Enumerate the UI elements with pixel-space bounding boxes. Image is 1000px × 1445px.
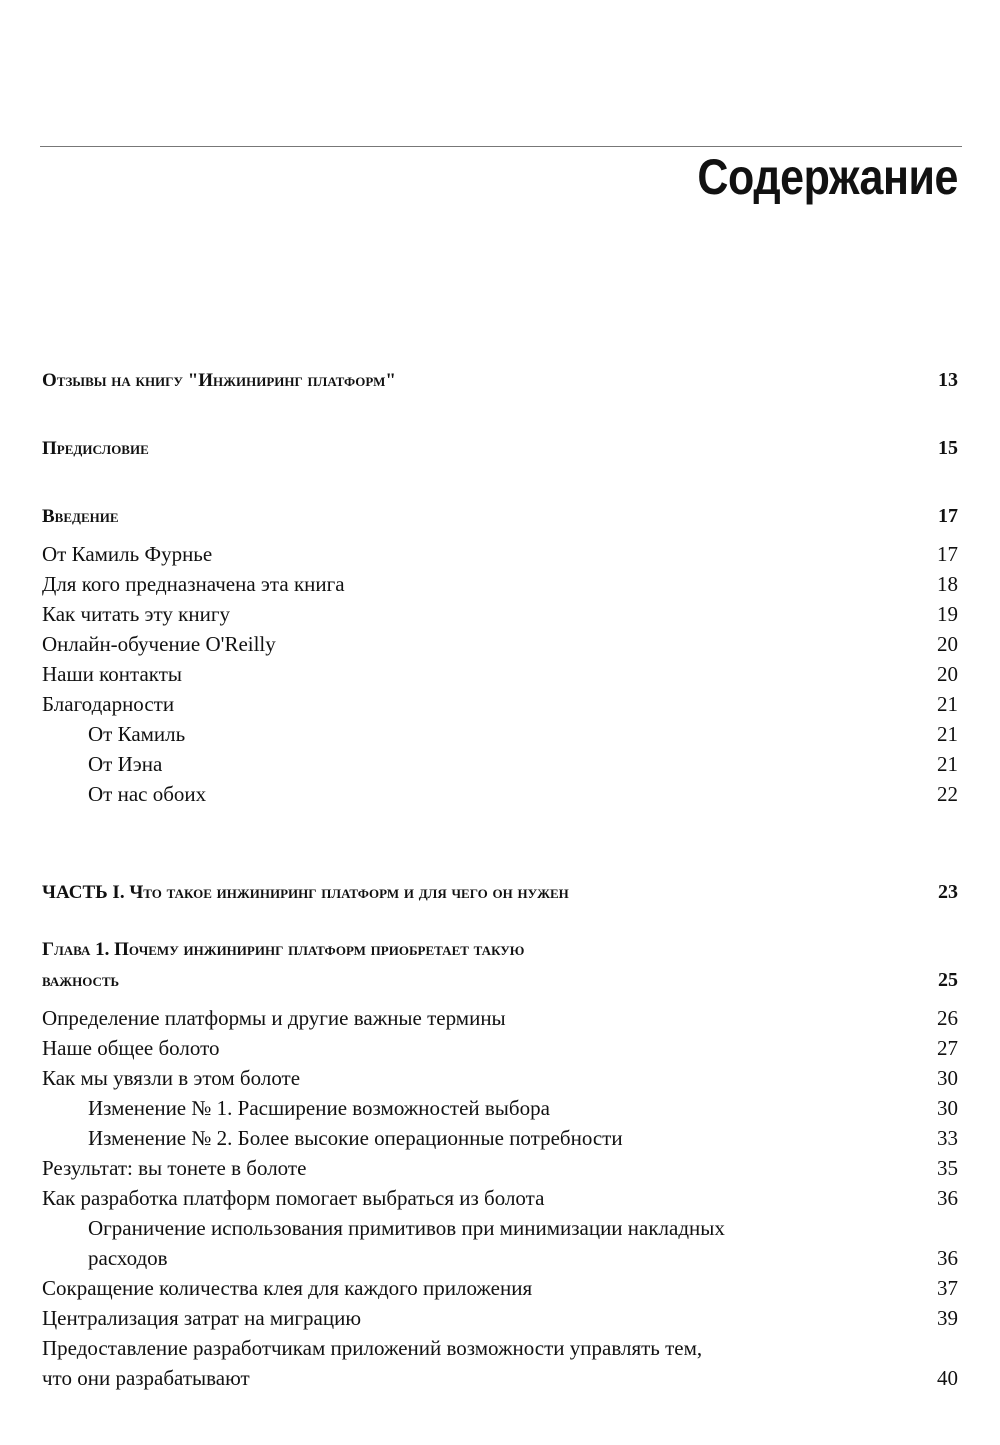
toc-entry-label: Как разработка платформ помогает выбраться из болота bbox=[42, 1186, 545, 1210]
toc-entry[interactable] bbox=[42, 1183, 958, 1213]
toc-entry-label: Результат: вы тонете в болоте bbox=[42, 1156, 307, 1180]
toc-entry[interactable] bbox=[42, 599, 958, 629]
toc-page-number: 26 bbox=[937, 1006, 958, 1030]
toc-entry[interactable] bbox=[42, 659, 958, 689]
toc-entry-label: расходов bbox=[88, 1246, 168, 1270]
toc-section-label: важность bbox=[42, 970, 120, 991]
toc-page-number: 20 bbox=[937, 632, 958, 656]
toc-subentry[interactable] bbox=[42, 779, 958, 809]
toc-entry[interactable] bbox=[42, 629, 958, 659]
toc-page-number: 33 bbox=[937, 1126, 958, 1150]
toc-subentry[interactable] bbox=[42, 1243, 958, 1273]
toc-entry[interactable] bbox=[42, 569, 958, 599]
toc-entry-label: что они разрабатывают bbox=[42, 1366, 250, 1390]
toc-section-introduction[interactable] bbox=[42, 501, 958, 531]
toc-entry-label: Определение платформы и другие важные термины bbox=[42, 1006, 506, 1030]
toc-subentry[interactable] bbox=[42, 1093, 958, 1123]
toc-page-number: 17 bbox=[938, 505, 958, 527]
toc-entry[interactable] bbox=[42, 1003, 958, 1033]
toc-page-number: 37 bbox=[937, 1276, 958, 1300]
toc-entry-label: От нас обоих bbox=[88, 782, 207, 806]
toc-page-number: 35 bbox=[937, 1156, 958, 1180]
toc-page-number: 21 bbox=[937, 692, 958, 716]
toc-entry-label: Наши контакты bbox=[42, 662, 182, 686]
toc-page-number: 30 bbox=[937, 1066, 958, 1090]
toc-entry-line1[interactable]: Предоставление разработчикам приложений возможности управлять тем, bbox=[42, 1336, 703, 1360]
toc-entry-label: Сокращение количества клея для каждого приложения bbox=[42, 1276, 533, 1300]
toc-entry-label: От Камиль Фурнье bbox=[42, 542, 213, 566]
toc-section-label: Предисловие bbox=[42, 438, 149, 459]
toc-subentry-line1[interactable]: Ограничение использования примитивов при минимизации накладных bbox=[88, 1216, 725, 1240]
header-rule bbox=[40, 146, 962, 147]
toc-entry[interactable] bbox=[42, 1273, 958, 1303]
toc-section-reviews[interactable] bbox=[42, 365, 958, 395]
toc-page-number: 17 bbox=[937, 542, 958, 566]
toc-subentry[interactable] bbox=[42, 719, 958, 749]
toc-entry[interactable] bbox=[42, 1363, 958, 1393]
table-of-contents bbox=[42, 365, 958, 1393]
toc-page-number: 15 bbox=[938, 437, 958, 459]
toc-page-number: 18 bbox=[937, 572, 958, 596]
toc-section-label: Отзывы на книгу "Инжиниринг платформ" bbox=[42, 370, 396, 391]
toc-page-number: 27 bbox=[937, 1036, 958, 1060]
toc-entry[interactable] bbox=[42, 1033, 958, 1063]
toc-entry-label: Для кого предназначена эта книга bbox=[42, 572, 345, 596]
toc-entry-label: От Камиль bbox=[88, 722, 186, 746]
toc-chapter-1[interactable] bbox=[42, 965, 958, 995]
toc-section-label: ЧАСТЬ I. Что такое инжиниринг платформ и для чего он нужен bbox=[42, 882, 569, 903]
toc-entry[interactable] bbox=[42, 539, 958, 569]
toc-section-preface[interactable] bbox=[42, 433, 958, 463]
toc-page-number: 21 bbox=[937, 752, 958, 776]
toc-entry[interactable] bbox=[42, 1153, 958, 1183]
toc-page-number: 36 bbox=[937, 1246, 958, 1270]
page-title: Содержание bbox=[697, 149, 958, 205]
toc-page-number: 36 bbox=[937, 1186, 958, 1210]
toc-page-number: 22 bbox=[937, 782, 958, 806]
toc-entry-label: Наше общее болото bbox=[42, 1036, 220, 1060]
toc-entry-label: От Иэна bbox=[88, 752, 163, 776]
toc-entry-label: Онлайн-обучение O'Reilly bbox=[42, 632, 276, 656]
toc-entry-label: Как мы увязли в этом болоте bbox=[42, 1066, 301, 1090]
toc-entry-label: Изменение № 2. Более высокие операционные потребности bbox=[88, 1126, 623, 1150]
toc-entry[interactable] bbox=[42, 1063, 958, 1093]
toc-entry-label: Благодарности bbox=[42, 692, 175, 716]
toc-page-number: 25 bbox=[938, 969, 958, 991]
toc-entry[interactable] bbox=[42, 689, 958, 719]
toc-page-number: 30 bbox=[937, 1096, 958, 1120]
toc-section-label: Введение bbox=[42, 506, 119, 527]
toc-subentry[interactable] bbox=[42, 1123, 958, 1153]
toc-page-number: 19 bbox=[937, 602, 958, 626]
toc-entry-label: Как читать эту книгу bbox=[42, 602, 230, 626]
toc-entry-label: Изменение № 1. Расширение возможностей выбора bbox=[88, 1096, 550, 1120]
toc-entry[interactable] bbox=[42, 1303, 958, 1333]
toc-part-1[interactable] bbox=[42, 877, 958, 907]
toc-page-number: 40 bbox=[937, 1366, 958, 1390]
toc-entry-label: Централизация затрат на миграцию bbox=[42, 1306, 362, 1330]
toc-page-number: 23 bbox=[938, 881, 958, 903]
toc-page-number: 39 bbox=[937, 1306, 958, 1330]
toc-page-number: 21 bbox=[937, 722, 958, 746]
toc-subentry[interactable] bbox=[42, 749, 958, 779]
toc-page-number: 20 bbox=[937, 662, 958, 686]
toc-page-number: 13 bbox=[938, 369, 958, 391]
toc-chapter-1-line1[interactable]: Глава 1. Почему инжиниринг платформ приобретает такую bbox=[42, 939, 525, 960]
